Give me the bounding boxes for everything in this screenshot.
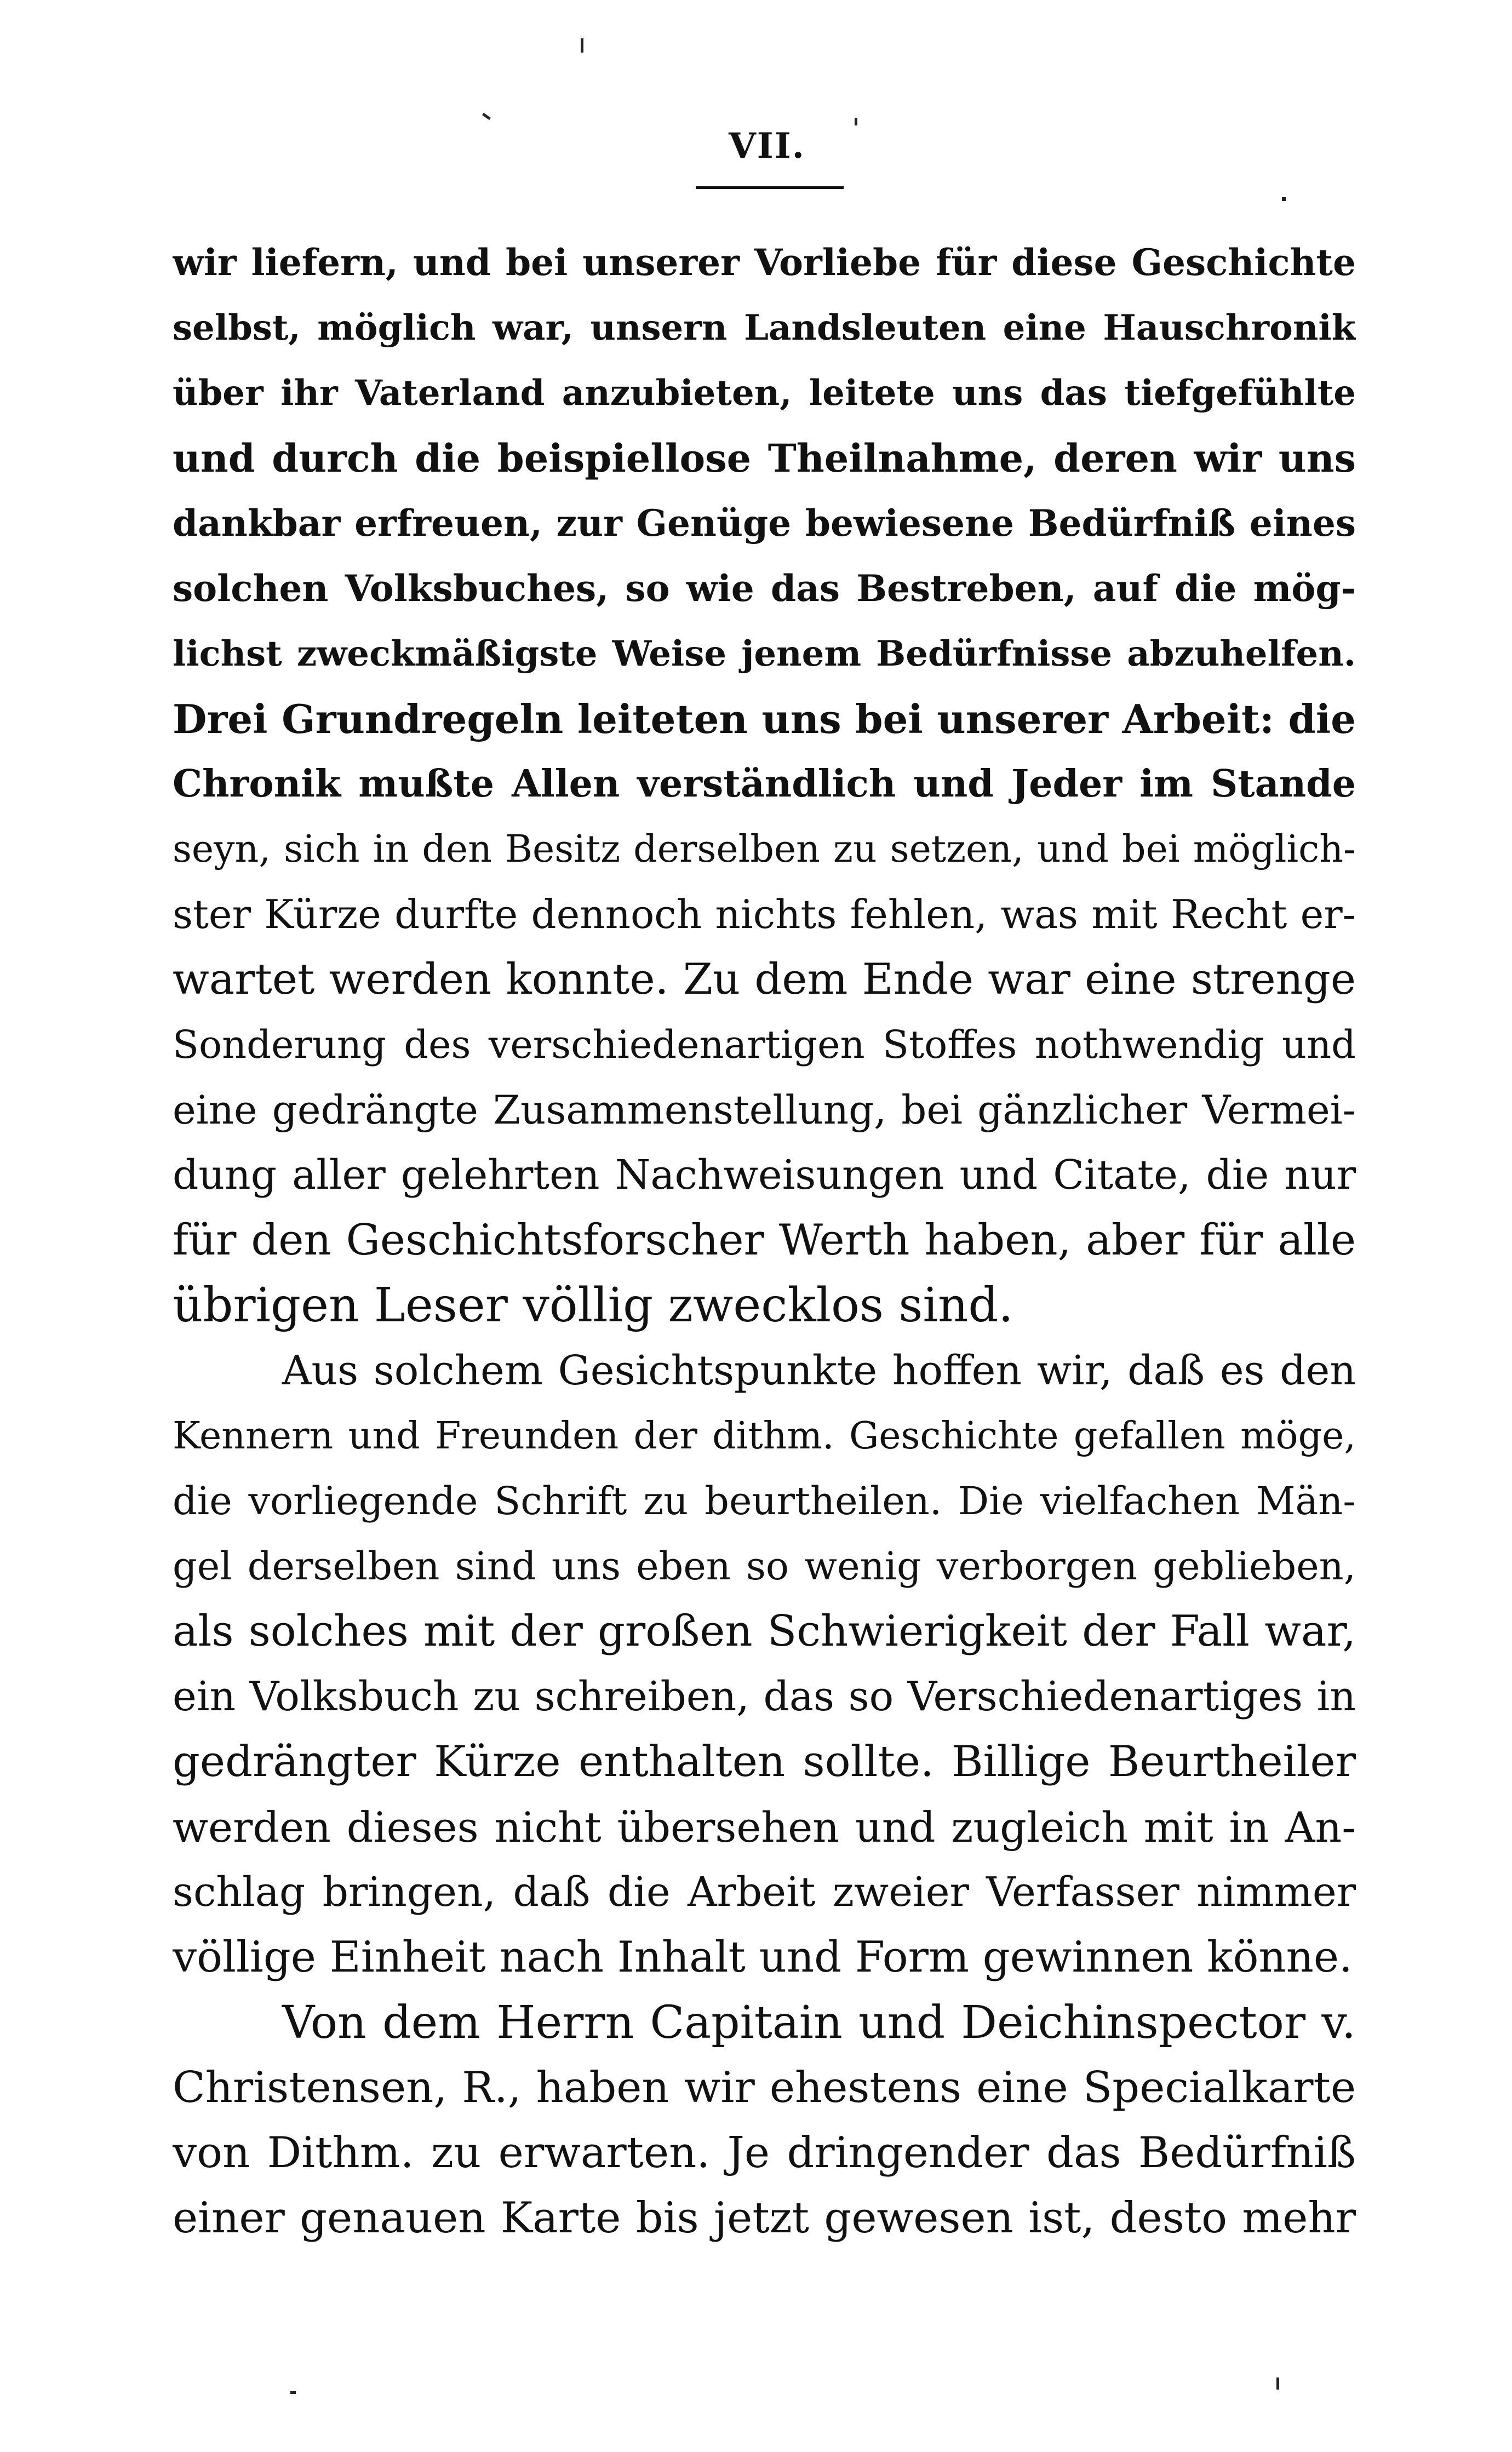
text-line: Kennern und Freunden der dithm. Geschichte gefallen möge, [173,1414,1356,1458]
scan-speck [581,38,583,53]
text-line: seyn, sich in den Besitz derselben zu setzen, und bei möglich- [173,828,1356,871]
text-line: Sonderung des verschiedenartigen Stoffes nothwendig und [173,1022,1356,1067]
text-line: ein Volksbuch zu schreiben, das so Verschiedenartiges in [173,1673,1356,1720]
text-line: schlag bringen, daß die Arbeit zweier Verfasser nimmer [173,1869,1356,1916]
text-line: wartet werden konnte. Zu dem Ende war eine strenge [173,955,1356,1004]
text-line: über ihr Vaterland anzubieten, leitete uns das tiefgefühlte [173,373,1356,414]
text-line: für den Geschichtsforscher Werth haben, aber für alle [173,1216,1356,1265]
text-line: werden dieses nicht übersehen und zugleich mit in An- [173,1803,1356,1852]
text-line: von Dithm. zu erwarten. Je dringender das Bedürfniß [173,2128,1356,2178]
text-line: lichst zweckmäßigste Weise jenem Bedürfnisse abzuhelfen. [173,633,1356,674]
scan-speck [855,118,857,125]
text-line: solchen Volksbuches, so wie das Bestreben, auf die mög- [173,567,1356,610]
text-line: Aus solchem Gesichtspunkte hoffen wir, daß es den [282,1347,1356,1394]
text-line: übrigen Leser völlig zwecklos sind. [173,1278,1013,1333]
text-line: dung aller gelehrten Nachweisungen und Citate, die nur [173,1151,1356,1199]
text-line: gedrängter Kürze enthalten sollte. Billige Beurtheiler [173,1737,1356,1786]
scan-speck [290,2391,296,2394]
text-line: und durch die beispiellose Theilnahme, deren wir uns [173,436,1356,481]
text-line: wir liefern, und bei unserer Vorliebe für diese Geschichte [173,241,1356,284]
text-line: Chronik mußte Allen verständlich und Jeder im Stande [173,762,1356,806]
text-line: eine gedrängte Zusammenstellung, bei gänzlicher Vermei- [173,1087,1356,1133]
scan-speck [1276,2377,1279,2390]
text-line: ster Kürze durfte dennoch nichts fehlen, was mit Recht er- [173,891,1356,937]
text-line: gel derselben sind uns eben so wenig verborgen geblieben, [173,1544,1356,1589]
body-text [173,230,1356,2251]
text-line: selbst, möglich war, unsern Landsleuten eine Hauschronik [173,307,1356,348]
text-line: einer genauen Karte bis jetzt gewesen ist, desto mehr [173,2193,1356,2243]
text-line: Christensen, R., haben wir ehestens eine Specialkarte [173,2063,1356,2112]
page-number: VII. [729,125,805,167]
text-line: Drei Grundregeln leiteten uns bei unserer Arbeit: die [173,696,1356,742]
header-rule [696,186,844,189]
scan-speck [1282,197,1286,201]
text-line: völlige Einheit nach Inhalt und Form gewinnen könne. [173,1933,1353,1982]
text-line: die vorliegende Schrift zu beurtheilen. Die vielfachen Män- [173,1479,1356,1523]
text-line: dankbar erfreuen, zur Genüge bewiesene Bedürfniß eines [173,502,1356,545]
text-line: als solches mit der großen Schwierigkeit der Fall war, [173,1607,1356,1656]
scan-speck [482,113,491,120]
text-line: Von dem Herrn Capitain und Deichinspector v. [282,1997,1356,2049]
